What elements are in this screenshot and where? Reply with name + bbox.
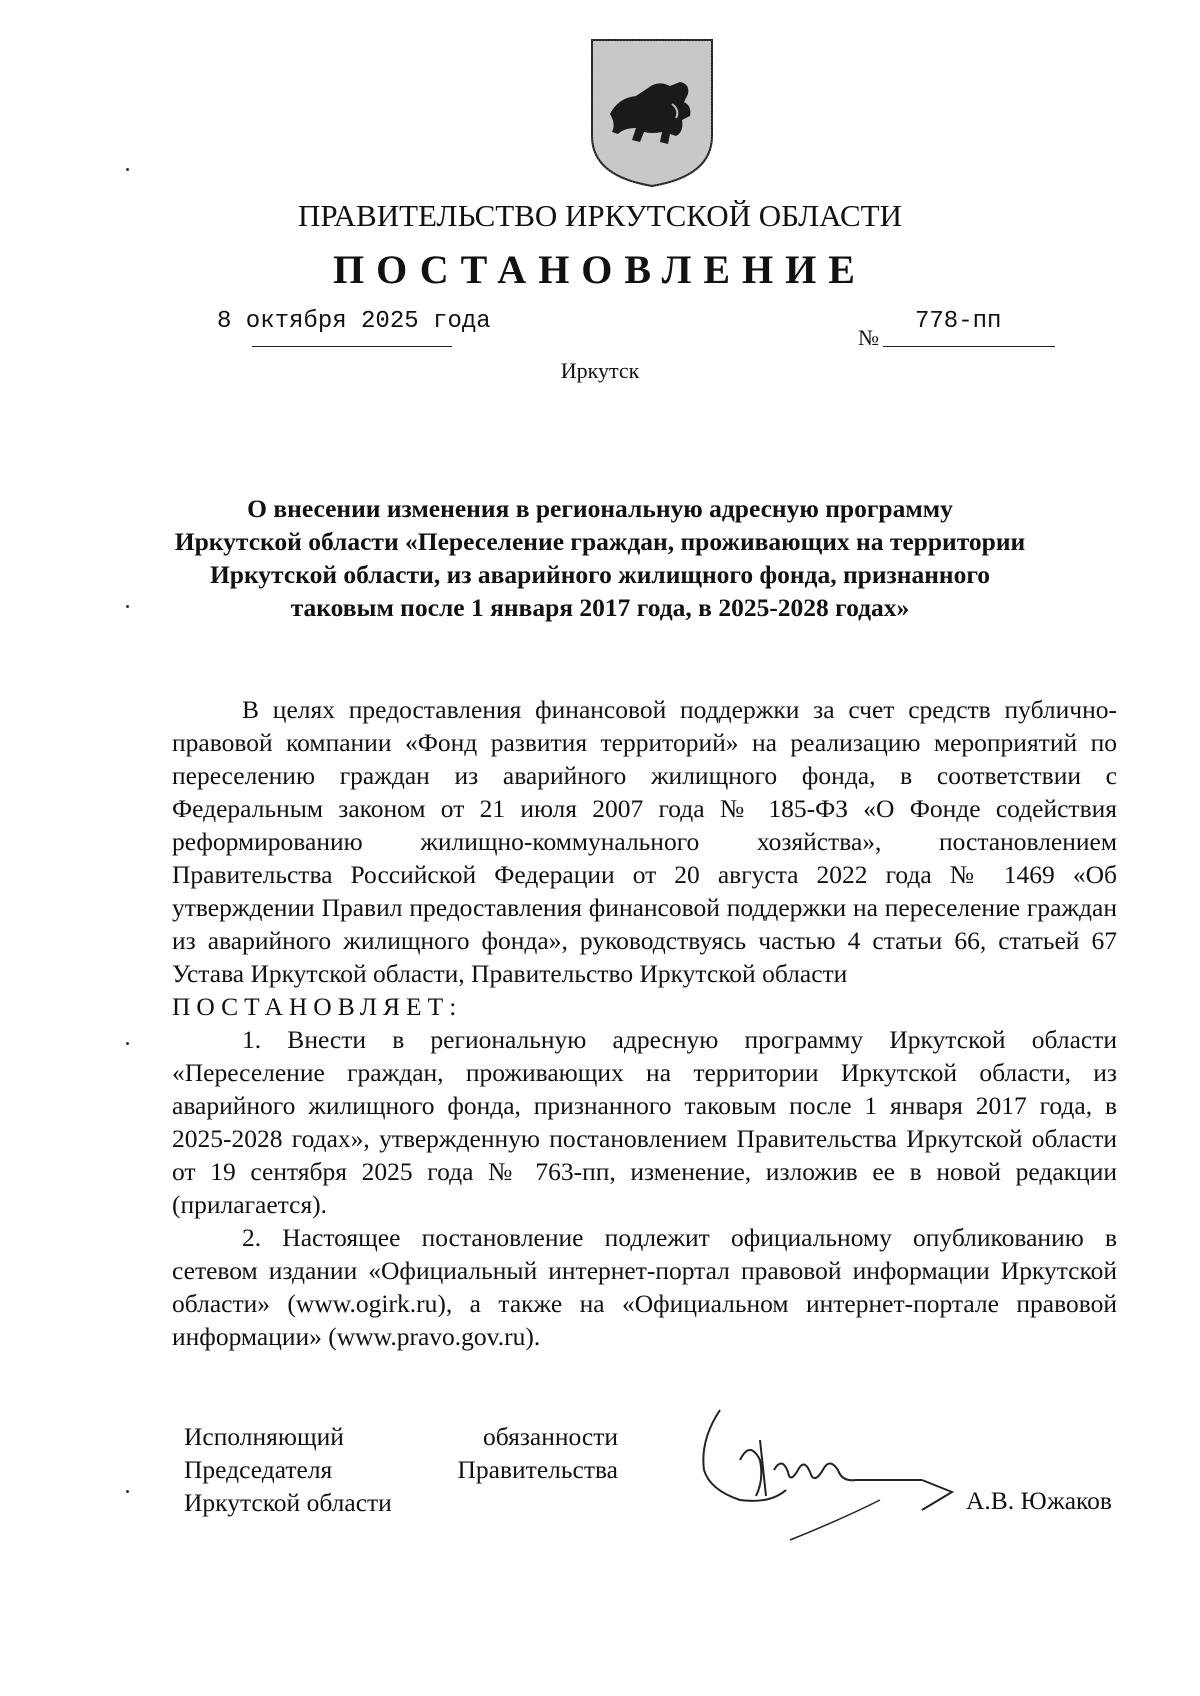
document-date: 8 октября 2025 года	[217, 308, 491, 335]
decree-word: ПОСТАНОВЛЯЕТ:	[172, 992, 463, 1021]
signatory-line-1	[184, 1420, 618, 1453]
number-sign: №	[858, 325, 879, 350]
signatory-line-2	[184, 1453, 618, 1486]
signatory-position	[184, 1420, 618, 1519]
preamble-paragraph: В целях предоставления финансовой поддержки за счет средств публично-правовой компании «Фонд развития территорий» на реализацию мероприятий по переселению граждан из аварийного жилищного фонда, в соответствии с Федеральным законом от 21 июля 2007 года № 185-ФЗ «О Фонде содействия реформированию жилищно-коммунального хозяйства», постановлением Правительства Российской Федерации от 20 августа 2022 года № 1469 «Об утверждении Правил предоставления финансовой поддержки на переселение граждан из аварийного жилищного фонда», руководствуясь частью 4 статьи 66, статьей 67 Устава Иркутской области, Правительство Иркутской области	[172, 695, 1117, 988]
item-2-paragraph: 2. Настоящее постановление подлежит официальному опубликованию в сетевом издании «Официальный интернет-портал правовой информации Иркутской области» (www.ogirk.ru), а также на «Официальном интернет-портале правовой информации» (www.pravo.gov.ru).	[172, 1223, 1117, 1351]
document-number: 778-пп	[915, 308, 1002, 335]
margin-mark	[126, 168, 129, 171]
signatory-word: обязанности	[483, 1422, 618, 1451]
title-line: О внесении изменения в региональную адресную программу	[247, 494, 953, 523]
number-underline	[883, 346, 1055, 347]
margin-mark	[126, 1042, 129, 1045]
title-line: таковым после 1 января 2017 года, в 2025-2028 годах»	[290, 593, 910, 622]
title-line: Иркутской области «Переселение граждан, проживающих на территории	[174, 527, 1026, 556]
margin-mark	[126, 1490, 129, 1493]
signatory-name: А.В. Южаков	[966, 1486, 1112, 1515]
document-type: ПОСТАНОВЛЕНИЕ	[333, 247, 867, 292]
signatory-line-3: Иркутской области	[184, 1488, 392, 1517]
handwritten-signature	[690, 1400, 960, 1545]
document-title	[160, 492, 1040, 624]
organization-name: ПРАВИТЕЛЬСТВО ИРКУТСКОЙ ОБЛАСТИ	[297, 198, 902, 233]
title-line: Иркутской области, из аварийного жилищного фонда, признанного	[209, 560, 991, 589]
city-name: Иркутск	[560, 358, 640, 383]
date-underline	[252, 346, 452, 347]
margin-mark	[126, 605, 129, 608]
item-1-paragraph: 1. Внести в региональную адресную программу Иркутской области «Переселение граждан, проживающих на территории Иркутской области, из аварийного жилищного фонда, признанного таковым после 1 января 2017 года, в 2025-2028 годах», утвержденную постановлением Правительства Иркутской области от 19 сентября 2025 года № 763-пп, изменение, изложив ее в новой редакции (прилагается).	[172, 1025, 1117, 1219]
signatory-word: Исполняющий	[184, 1422, 344, 1451]
document-body	[172, 693, 1117, 1353]
signatory-word: Председателя	[184, 1455, 333, 1484]
signatory-word: Правительства	[457, 1455, 618, 1484]
coat-of-arms-emblem	[588, 36, 716, 190]
